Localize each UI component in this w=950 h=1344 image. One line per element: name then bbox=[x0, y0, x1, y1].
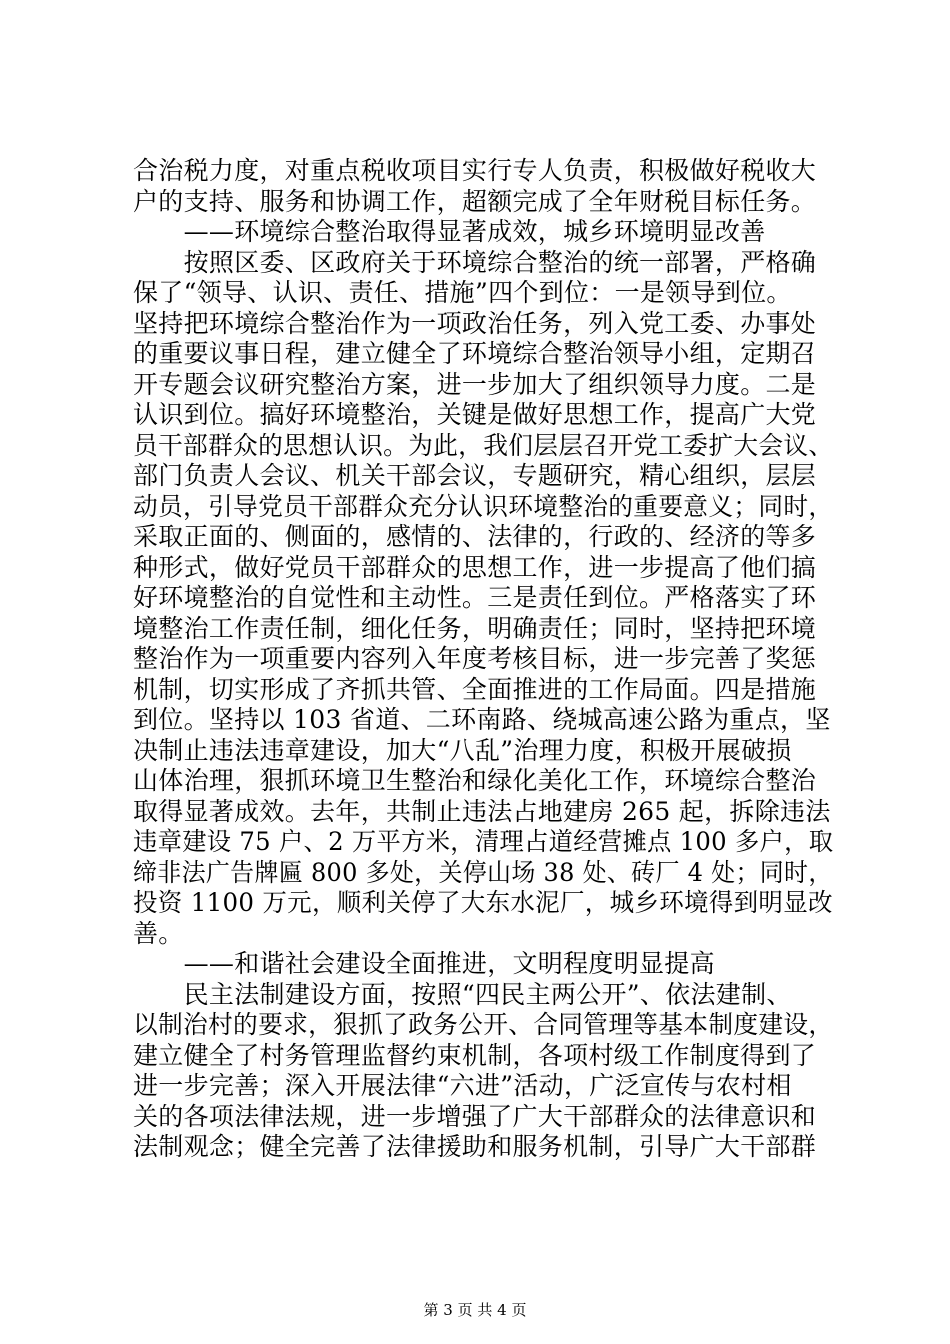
text-line: 开专题会议研究整治方案，进一步加大了组织领导力度。二是 bbox=[133, 369, 817, 399]
text-line: 采取正面的、侧面的，感情的、法律的，行政的、经济的等多 bbox=[133, 522, 817, 551]
text-line: 认识到位。搞好环境整治，关键是做好思想工作，提高广大党 bbox=[133, 400, 817, 429]
text-line: 法制观念；健全完善了法律援助和服务机制，引导广大干部群 bbox=[133, 1132, 817, 1161]
text-line: 部门负责人会议、机关干部会议，专题研究，精心组织，层层 bbox=[133, 461, 817, 490]
body-text bbox=[133, 156, 833, 1163]
text-line: 决制止违法违章建设，加大“八乱”治理力度，积极开展破损 bbox=[133, 735, 792, 765]
text-line: 善。 bbox=[133, 918, 184, 948]
text-line: 违章建设 75 户、2 万平方米，清理占道经营摊点 100 多户，取 bbox=[133, 827, 834, 856]
text-line: 合治税力度，对重点税收项目实行专人负责，积极做好税收大 bbox=[133, 156, 817, 185]
text-line: 机制，切实形成了齐抓共管、全面推进的工作局面。四是措施 bbox=[133, 674, 817, 704]
text-line: 山体治理，狠抓环境卫生整治和绿化美化工作，环境综合整治 bbox=[133, 766, 817, 795]
text-line: 境整治工作责任制，细化任务，明确责任；同时，坚持把环境 bbox=[133, 613, 817, 643]
text-line: 关的各项法律法规，进一步增强了广大干部群众的法律意识和 bbox=[133, 1101, 817, 1131]
text-line: 缔非法广告牌匾 800 多处，关停山场 38 处、砖厂 4 处；同时， bbox=[133, 857, 833, 887]
text-line: 按照区委、区政府关于环境综合整治的统一部署，严格确 bbox=[133, 247, 817, 277]
text-line: 以制治村的要求，狠抓了政务公开、合同管理等基本制度建设， bbox=[133, 1010, 834, 1039]
text-line: 员干部群众的思想认识。为此，我们层层召开党工委扩大会议、 bbox=[133, 430, 834, 460]
page-footer: 第 3 页 共 4 页 bbox=[423, 1301, 527, 1319]
text-line: 到位。坚持以 103 省道、二环南路、绕城高速公路为重点，坚 bbox=[133, 705, 831, 734]
text-line: 保了“领导、认识、责任、措施”四个到位：一是领导到位。 bbox=[133, 278, 792, 307]
text-line: 种形式，做好党员干部群众的思想工作，进一步提高了他们搞 bbox=[133, 552, 817, 582]
text-line: 的重要议事日程，建立健全了环境综合整治领导小组，定期召 bbox=[133, 339, 817, 368]
text-line: 户的支持、服务和协调工作，超额完成了全年财税目标任务。 bbox=[133, 186, 817, 216]
text-line: 好环境整治的自觉性和主动性。三是责任到位。严格落实了环 bbox=[133, 583, 817, 612]
text-line: 动员，引导党员干部群众充分认识环境整治的重要意义；同时， bbox=[133, 491, 834, 521]
text-line: 民主法制建设方面，按照“四民主两公开”、依法建制、 bbox=[133, 979, 792, 1009]
text-line: 整治作为一项重要内容列入年度考核目标，进一步完善了奖惩 bbox=[133, 644, 817, 673]
text-line: ——和谐社会建设全面推进，文明程度明显提高 bbox=[133, 949, 715, 978]
text-line: 取得显著成效。去年，共制止违法占地建房 265 起，拆除违法 bbox=[133, 796, 831, 826]
text-line: 进一步完善；深入开展法律“六进”活动，广泛宣传与农村相 bbox=[133, 1071, 792, 1100]
text-line: ——环境综合整治取得显著成效，城乡环境明显改善 bbox=[133, 217, 766, 246]
text-line: 建立健全了村务管理监督约束机制，各项村级工作制度得到了 bbox=[133, 1040, 817, 1070]
text-line: 坚持把环境综合整治作为一项政治任务，列入党工委、办事处 bbox=[133, 308, 817, 338]
text-line: 投资 1100 万元，顺利关停了大东水泥厂，城乡环境得到明显改 bbox=[133, 888, 833, 917]
